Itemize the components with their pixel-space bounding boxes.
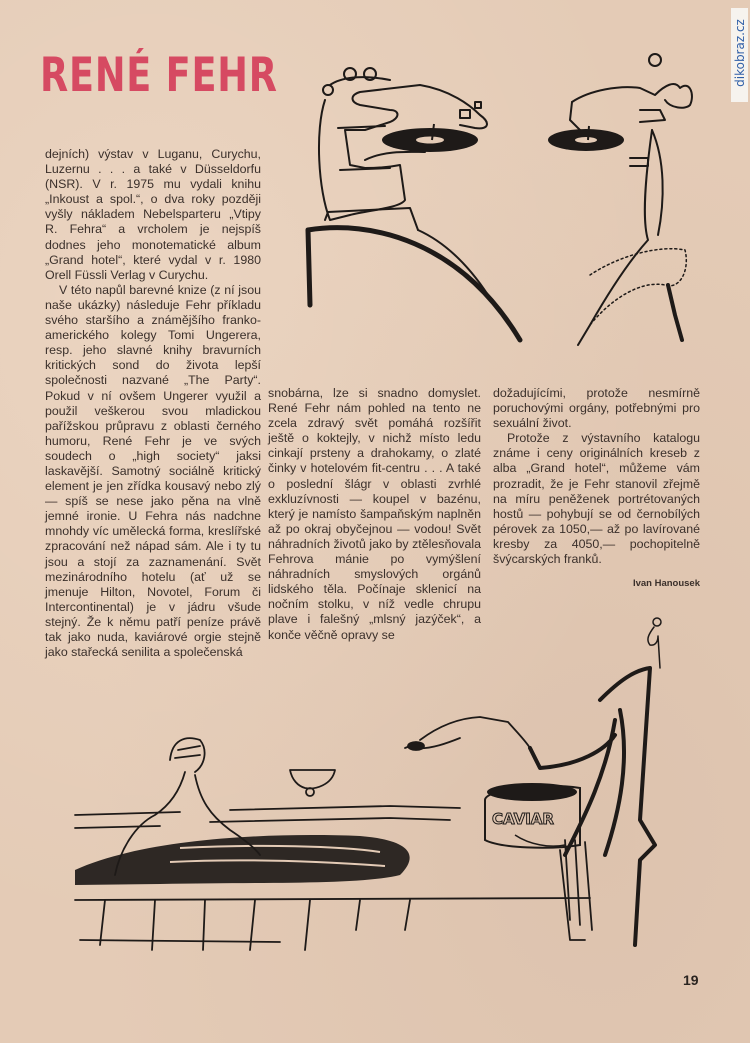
watermark-badge[interactable] [731,8,748,102]
article-title: RENÉ FEHR [40,48,278,103]
author-byline: Ivan Hanousek [632,578,700,589]
caviar-pool [75,835,410,885]
soap-dish [290,770,335,796]
left-figure-shoulders [308,228,520,340]
illustration-record-heads [290,40,710,350]
caviar-can [485,783,580,848]
paragraph: dejních) výstav v Luganu, Curychu, Luzernu . . . a také v Düsseldorfu (NSR). V r. 1975 mu vydali knihu „Inkoust a spol.“, o dva roky později vyšly nákladem Nebelsparteru „Vtipy R. Fehra“ a vrcholem je nejspíš dodnes jeho monotematické album „Grand hotel“, které vydal v r. 1980 Orell Füssli Verlag v Curychu. [45,147,261,282]
illustration-caviar-pool [60,600,700,960]
paragraph: V této napůl barevné knize (z ní jsou naše ukázky) následuje Fehr příkladu svého staršího a známějšího franko-amerického kolegy Tomi Ungerera, resp. jeho slavné knihy bravurních kritických sond do života lepší společnosti nazvané „The Party“. Pokud v ní ovšem Ungerer využil a použil veškerou svou mladickou pařížskou průpravu z oblasti černého humoru, René Fehr je ve svých soudech o „high society“ jaksi laskavější. Samotný sociálně kritický element je jen zřídka kousavý nebo zlý — spíš se nese jako pěna na vlně jemné ironie. U Fehra nás nadchne mnohdy víc umělecká forma, kreslířské zpracování než nápad sám. Ale i ty tu jsou a stojí za zaznamenání. Svět mezinárodního hotelu (ať už se jmenuje Hilton, Novotel, Forum či Intercontinental) je v jádru všude stejný. Že k němu patří peníze právě tak jako nuda, kaviárové orgie stejně jako stařecká senilita a společenská [45,282,261,660]
waiter-arm [405,717,530,750]
left-record-icon [382,124,478,152]
waiter-body [530,668,655,945]
fur-boa [590,249,686,325]
paragraph: dožadujícími, protože nesmírně poruchovými orgány, potřebnými pro sexuální život. [493,386,700,431]
caviar-can-label: CAVIAR [492,810,554,828]
watermark-text: dikobraz.cz [733,19,747,87]
waiter-head [648,618,661,668]
right-record-icon [548,126,624,151]
article-column-1 [45,147,261,660]
paragraph: Protože z výstavního katalogu známe i ceny originálních kreseb z alba „Grand hotel“, můžeme vám prozradit, že je Fehr stanovil zřejmě na míru peněženek portrétovaných hostů — pohybují se od černobílých pérovek za 1050,— až po lavírované kresby za 4050,— pochopitelně švýcarských franků. [493,431,700,567]
page-number: 19 [683,972,699,988]
paragraph: snobárna, lze si snadno domyslet. René Fehr nám pohled na tento ne zcela zdravý svět pomáhá rozšířit ještě o koktejly, v nichž místo ledu cinkají prsteny a drahokamy, o zlaté činky v hotelovém fit-centru . . . A také o poslední šlágr v oblasti zvrhlé exkluzívnosti — koupel v bazénu, který je namísto šampaňským naplněn až po okraj obyčejnou — vodou! Svět náhradních životů jako by ztělesňovala Fehrova mánie po vymýšlení náhradních smyslových orgánů lidského těla. Počínaje sklenicí na nočním stolku, v níž vedle chrupu plave i falešný „mlsný jazýček“, a konče věčně opravy se [268,386,481,642]
article-column-3 [493,386,700,567]
